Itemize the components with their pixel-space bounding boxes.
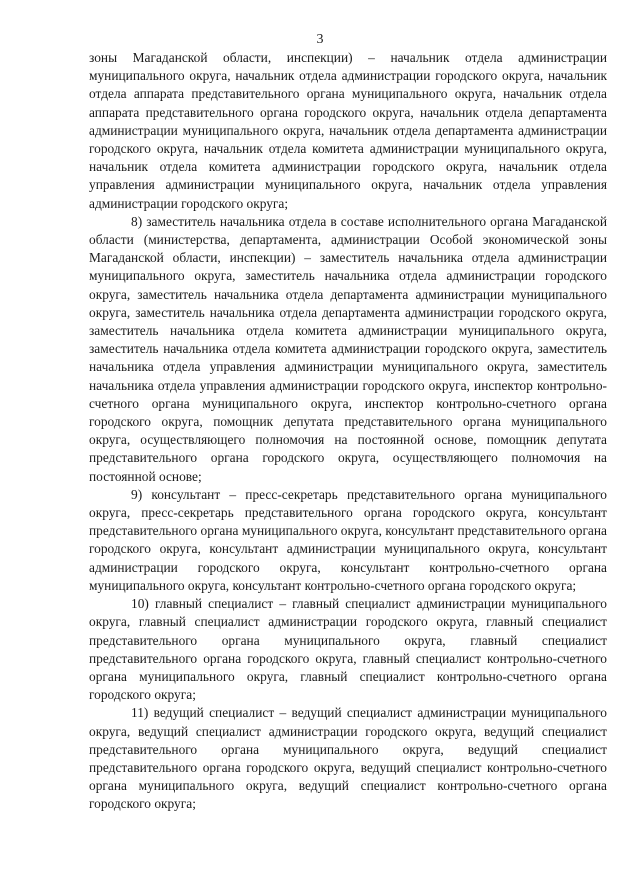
paragraph-continuation: зоны Магаданской области, инспекции) – начальник отдела администрации муниципального округа, начальник отдела администрации городского округа, начальник отдела аппарата представительного органа муниципального округа, начальник отдела аппарата представительного органа городского округа, начальник отдела департамента администрации муниципального округа, начальник отдела департамента администрации городского округа, начальник отдела комитета администрации муниципального округа, начальник отдела комитета администрации городского округа, начальник отдела управления администрации муниципального округа, начальник отдела управления администрации городского округа; (89, 50, 607, 211)
paragraph-item-11: 11) ведущий специалист – ведущий специалист администрации муниципального округа, ведущий специалист администрации городского округа, ведущий специалист представительного органа муниципального округа, ведущий специалист представительного органа городского округа, ведущий специалист контрольно-счетного органа муниципального округа, ведущий специалист контрольно-счетного органа городского округа; (89, 705, 607, 812)
page-number: 3 (316, 32, 324, 47)
paragraph-item-10: 10) главный специалист – главный специалист администрации муниципального округа, главный специалист администрации городского округа, главный специалист представительного органа муниципального округа, главный специалист представительного органа городского округа, главный специалист контрольно-счетного органа муниципального округа, главный специалист контрольно-счетного органа городского округа; (89, 596, 607, 703)
paragraph-item-8: 8) заместитель начальника отдела в составе исполнительного органа Магаданской области (министерства, департамента, администрации Особой экономической зоны Магаданской области, инспекции) – заместитель начальника отдела администрации муниципального округа, заместитель начальника отдела администрации городского округа, заместитель начальника отдела департамента администрации муниципального округа, заместитель начальника отдела департамента администрации городского округа, заместитель начальника отдела комитета администрации муниципального округа, заместитель начальника отдела комитета администрации городского округа, заместитель начальника отдела управления администрации муниципального округа, заместитель начальника отдела управления администрации городского округа, инспектор контрольно-счетного органа муниципального округа, инспектор контрольно-счетного органа городского округа, помощник депутата представительного органа муниципального округа, осуществляющего полномочия на постоянной основе, помощник депутата представительного органа городского округа, осуществляющего полномочия на постоянной основе; (89, 213, 607, 484)
paragraph-item-9: 9) консультант – пресс-секретарь представительного органа муниципального округа, пресс-секретарь представительного органа городского округа, консультант представительного органа муниципального округа, консультант представительного органа городского округа, консультант администрации муниципального округа, консультант администрации городского округа, консультант контрольно-счетного органа муниципального округа, консультант контрольно-счетного органа городского округа; (89, 486, 607, 593)
document-body (89, 49, 607, 814)
